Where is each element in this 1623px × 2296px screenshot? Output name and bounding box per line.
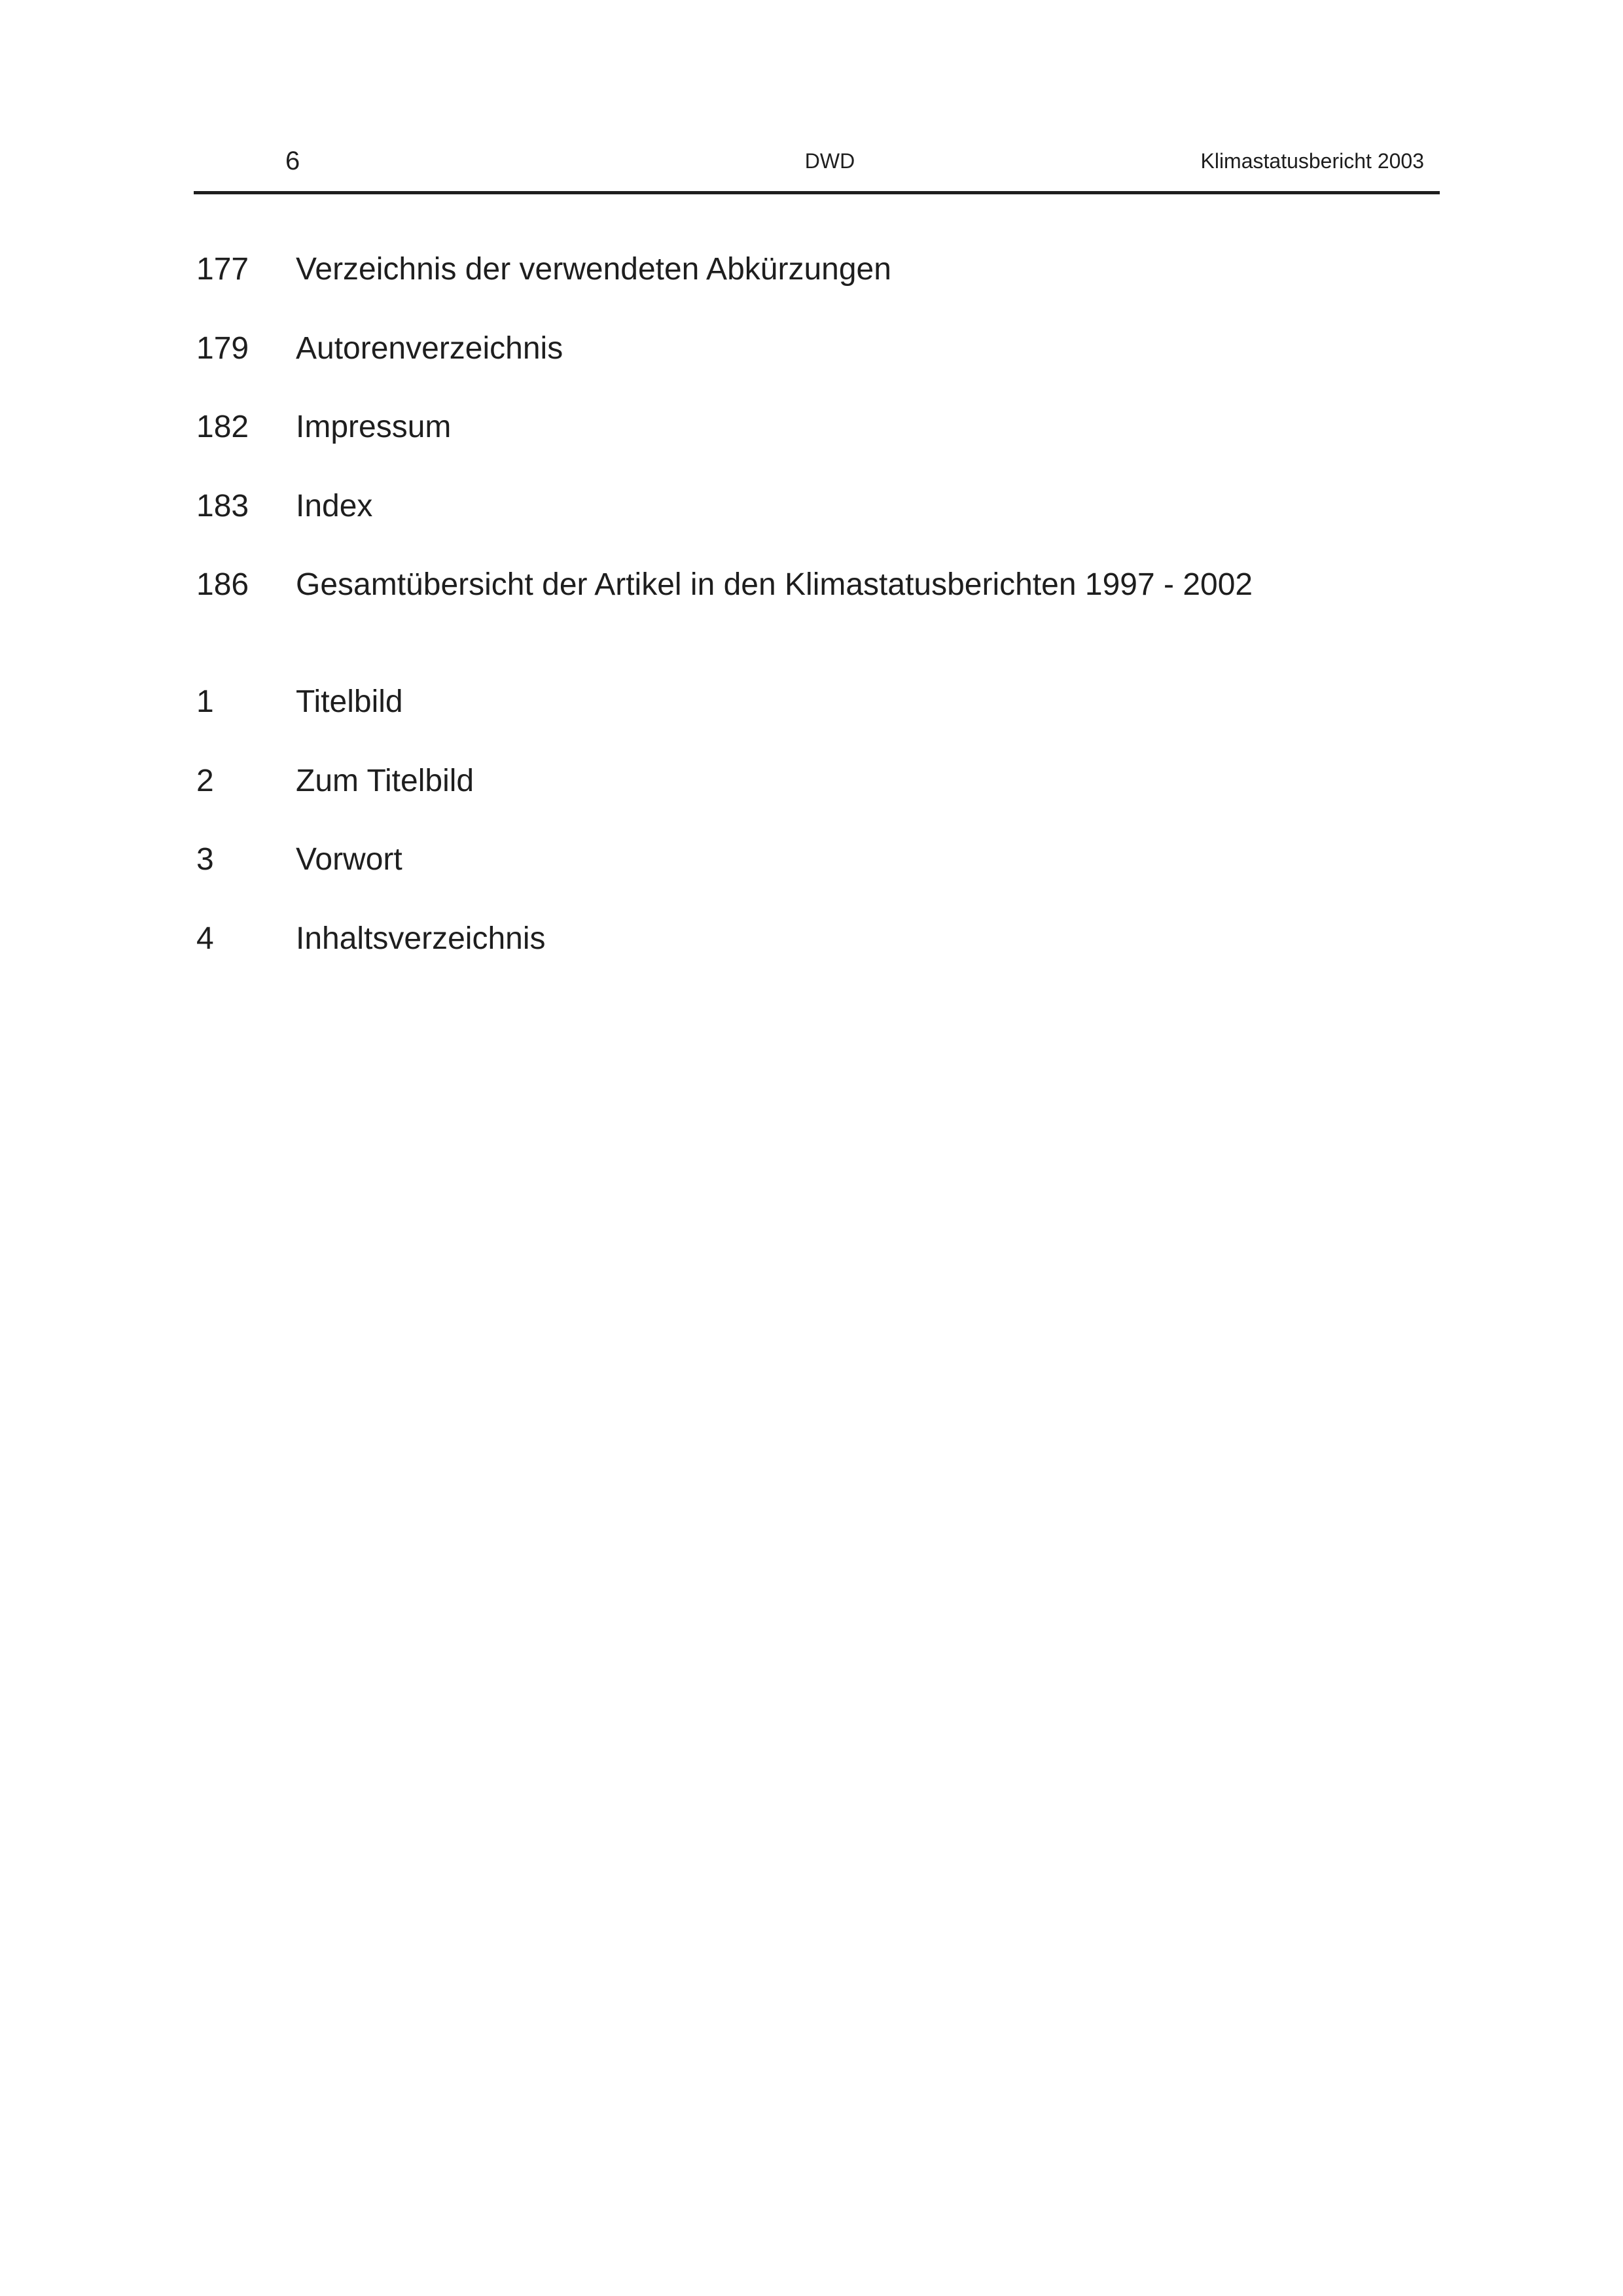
toc-entry-title: Verzeichnis der verwendeten Abkürzungen bbox=[296, 252, 891, 287]
page-header bbox=[194, 143, 1440, 195]
toc-entry-title: Index bbox=[296, 488, 373, 523]
toc-entry[interactable] bbox=[194, 919, 1440, 998]
toc-group-1 bbox=[194, 250, 1440, 645]
toc-entry-title: Autorenverzeichnis bbox=[296, 330, 563, 366]
header-publisher: DWD bbox=[804, 149, 855, 173]
toc-entry-title: Vorwort bbox=[296, 842, 402, 877]
toc-entry-page: 179 bbox=[196, 330, 249, 366]
toc-entry-page: 186 bbox=[196, 567, 249, 602]
toc-entry-page: 183 bbox=[196, 488, 249, 523]
header-rule bbox=[194, 191, 1440, 194]
toc-entry-page: 3 bbox=[196, 842, 214, 877]
toc-entry-title: Titelbild bbox=[296, 684, 403, 719]
toc-entry[interactable] bbox=[194, 762, 1440, 841]
toc-entry-page: 4 bbox=[196, 921, 214, 956]
toc-entry-title: Inhaltsverzeichnis bbox=[296, 921, 546, 956]
header-page-number: 6 bbox=[285, 147, 300, 175]
toc-entry[interactable] bbox=[194, 840, 1440, 919]
toc-entry[interactable] bbox=[194, 408, 1440, 487]
toc-entry-page: 177 bbox=[196, 252, 249, 287]
toc-entry-title: Zum Titelbild bbox=[296, 763, 474, 798]
toc-entry[interactable] bbox=[194, 487, 1440, 566]
toc-entry-page: 182 bbox=[196, 410, 249, 444]
toc-entry[interactable] bbox=[194, 329, 1440, 408]
toc-entry-title: Gesamtübersicht der Artikel in den Klimastatusberichten 1997 - 2002 bbox=[296, 567, 1253, 602]
toc-entry-page: 2 bbox=[196, 763, 214, 798]
toc-entry[interactable] bbox=[194, 682, 1440, 762]
toc-entry-title: Impressum bbox=[296, 410, 452, 444]
toc-group-2 bbox=[194, 682, 1440, 998]
header-report-title: Klimastatusbericht 2003 bbox=[1200, 149, 1424, 173]
toc-entry-page: 1 bbox=[196, 684, 214, 719]
toc-entry[interactable] bbox=[194, 565, 1440, 645]
toc-entry[interactable] bbox=[194, 250, 1440, 329]
